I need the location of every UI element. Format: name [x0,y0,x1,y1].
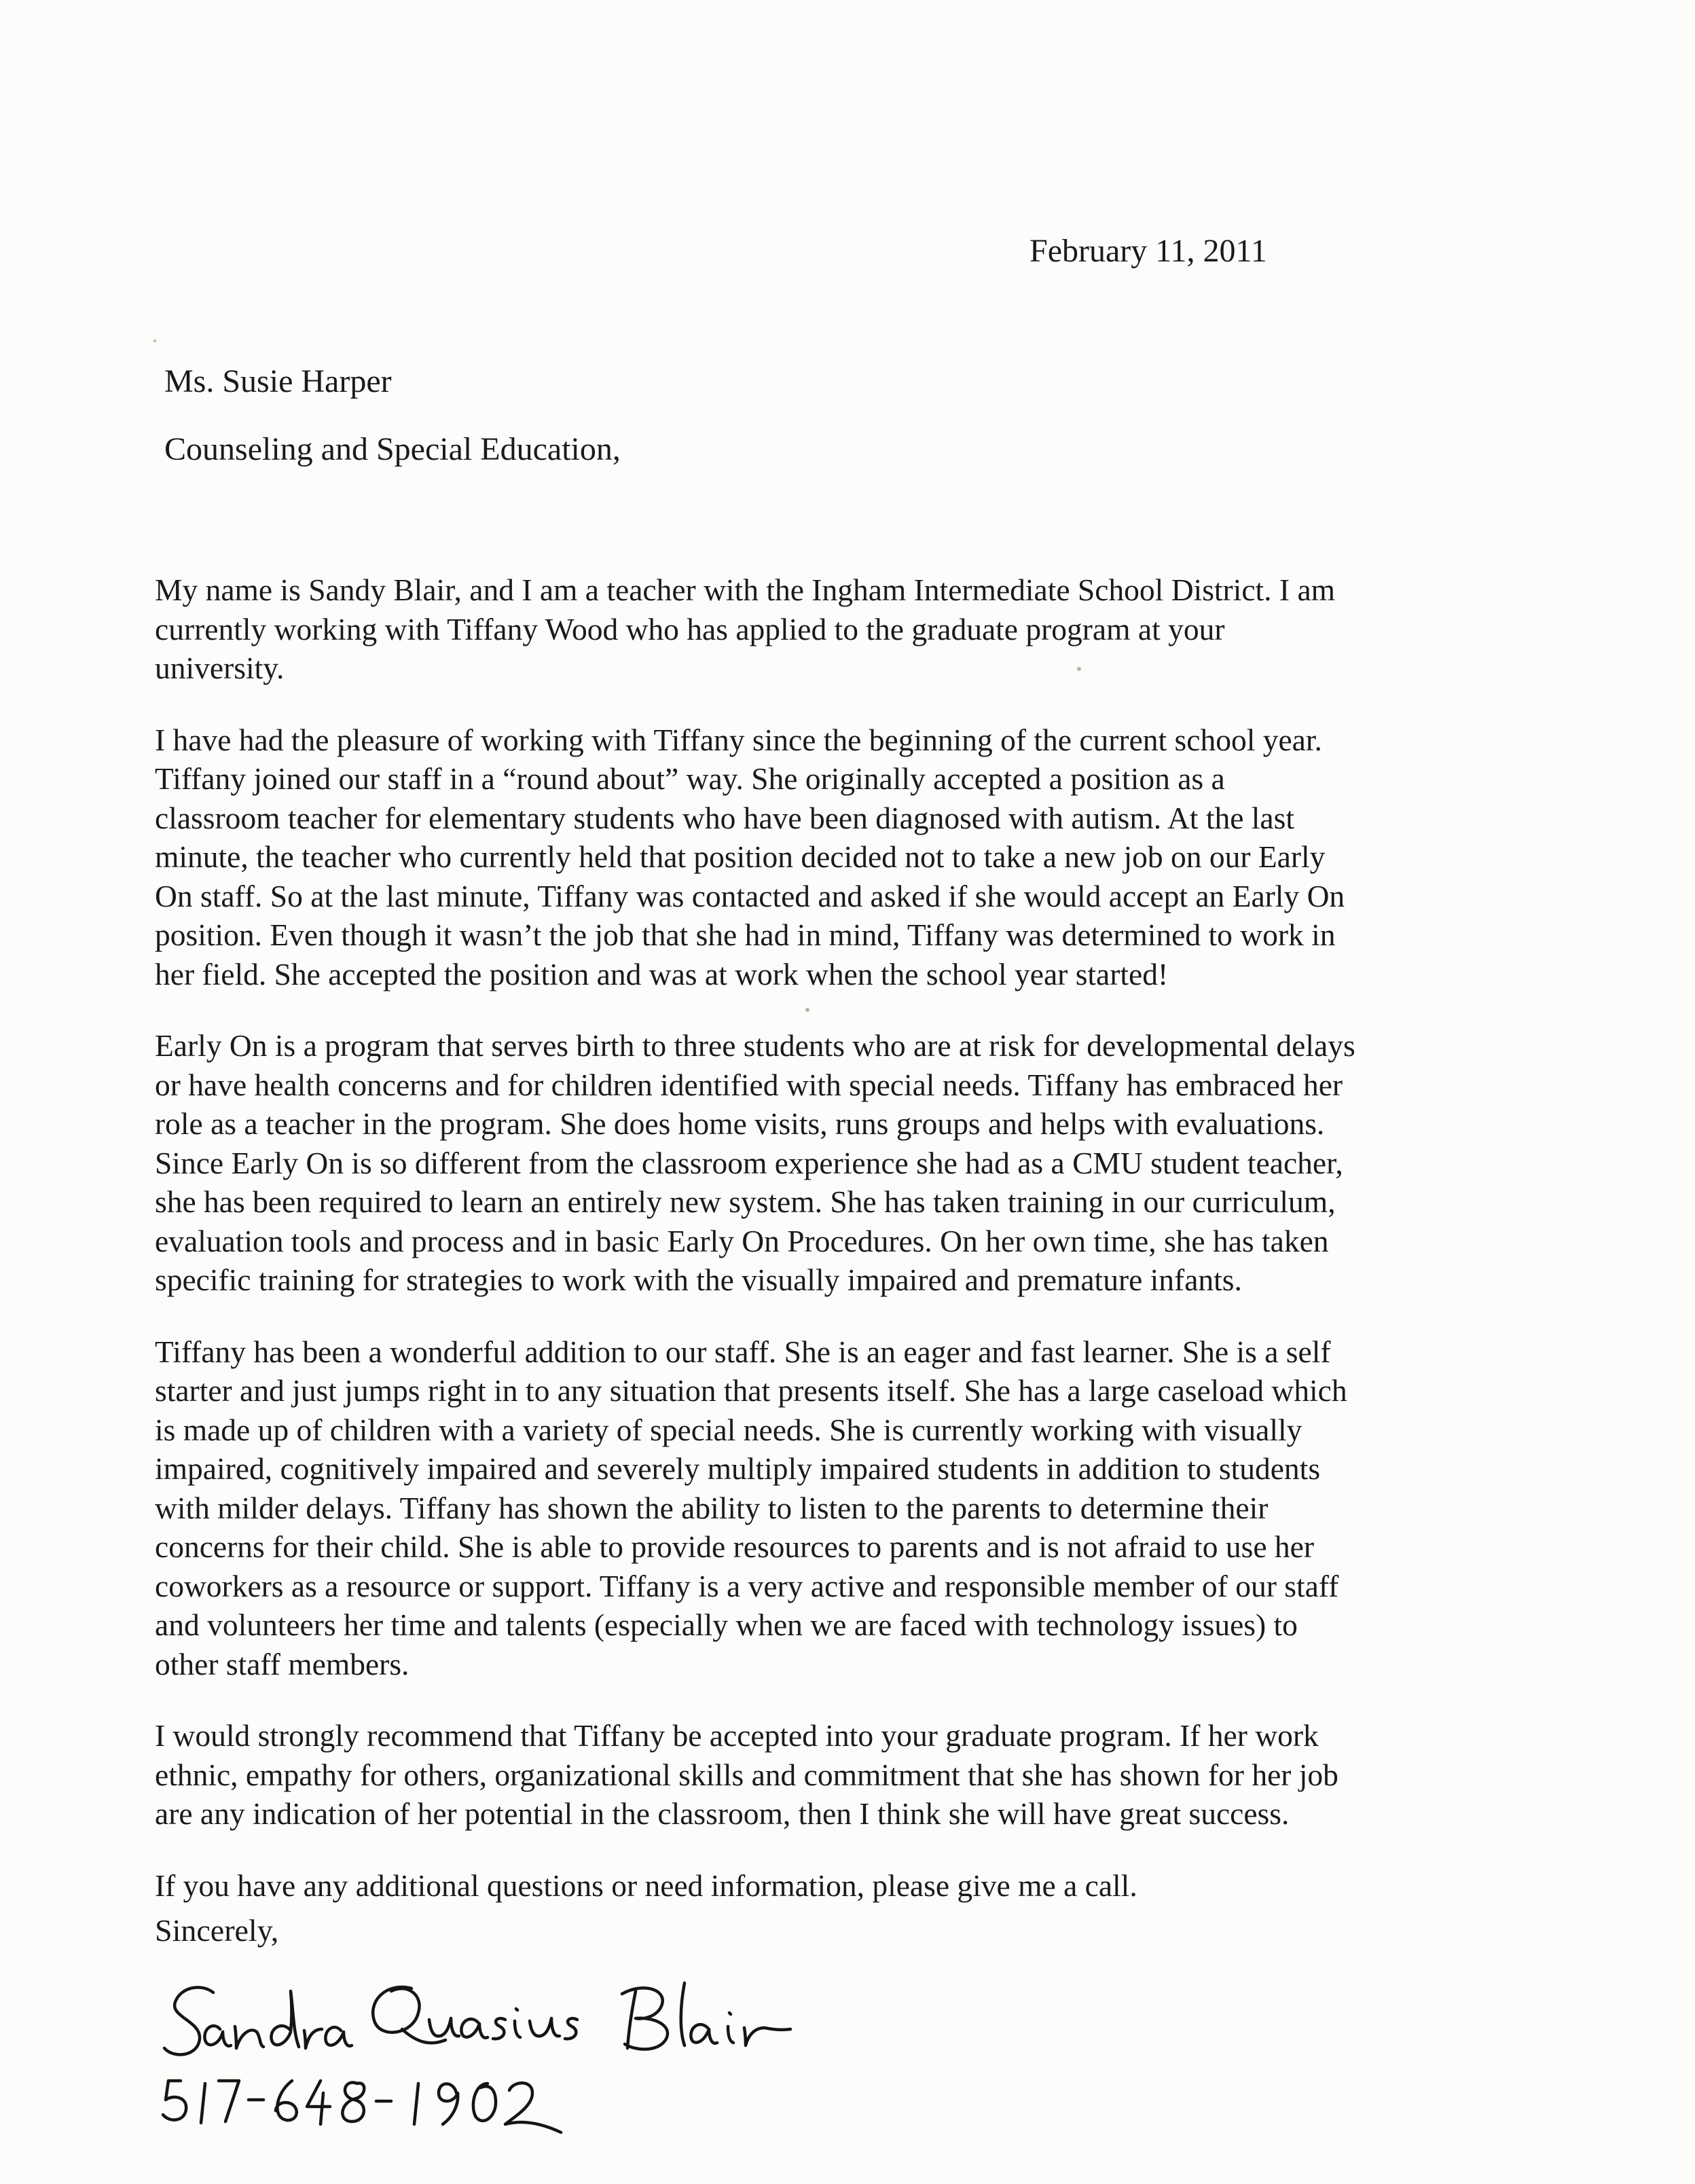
handwritten-signature [160,1964,880,2141]
text-line: are any indication of her potential in the classroom, then I think she will have great success. [155,1796,1290,1831]
text-line: university. [155,651,285,685]
paper-speck [805,1008,809,1012]
text-line: coworkers as a resource or support. Tiffany is a very active and responsible member of our staff [155,1568,1339,1603]
text-line: Since Early On is so different from the classroom experience she had as a CMU student teacher, [155,1145,1343,1180]
text-line: currently working with Tiffany Wood who has applied to the graduate program at your [155,611,1225,647]
closing-salutation: Sincerely, [155,1913,279,1948]
text-line: Tiffany joined our staff in a “round about” way. She originally accepted a position as a [155,761,1225,796]
text-line: If you have any additional questions or need information, please give me a call. [155,1868,1137,1903]
paragraph-background [155,721,1506,994]
text-line: classroom teacher for elementary students who have been diagnosed with autism. At the last [155,800,1294,835]
recipient-department: Counseling and Special Education, [164,431,621,467]
letter-body [155,570,1506,1937]
paper-speck [1077,667,1081,671]
paragraph-recommendation [155,1716,1506,1834]
signature-drawing [160,1964,880,2141]
text-line: I have had the pleasure of working with Tiffany since the beginning of the current school year. [155,722,1322,757]
text-line: is made up of children with a variety of special needs. She is currently working with visually [155,1412,1302,1447]
text-line: evaluation tools and process and in basic Early On Procedures. On her own time, she has taken [155,1223,1329,1258]
text-line: specific training for strategies to work with the visually impaired and premature infants. [155,1262,1242,1297]
paragraph-qualities [155,1332,1506,1684]
paragraph-program [155,1026,1506,1300]
text-line: role as a teacher in the program. She does home visits, runs groups and helps with evaluations. [155,1106,1325,1141]
recipient-name: Ms. Susie Harper [164,363,392,399]
text-line: position. Even though it wasn’t the job that she had in mind, Tiffany was determined to work in [155,917,1336,952]
text-line: I would strongly recommend that Tiffany be accepted into your graduate program. If her work [155,1718,1319,1753]
text-line: concerns for their child. She is able to provide resources to parents and is not afraid to use her [155,1529,1314,1564]
paper-speck [153,340,156,342]
text-line: minute, the teacher who currently held that position decided not to take a new job on our Early [155,839,1326,874]
text-line: or have health concerns and for children identified with special needs. Tiffany has embraced her [155,1067,1343,1102]
text-line: with milder delays. Tiffany has shown the ability to listen to the parents to determine their [155,1490,1269,1525]
text-line: My name is Sandy Blair, and I am a teacher with the Ingham Intermediate School District. I am [155,572,1336,607]
text-line: impaired, cognitively impaired and severely multiply impaired students in addition to students [155,1451,1321,1486]
text-line: she has been required to learn an entirely new system. She has taken training in our curriculum, [155,1184,1336,1219]
text-line: On staff. So at the last minute, Tiffany was contacted and asked if she would accept an Early On [155,878,1345,913]
text-line: Tiffany has been a wonderful addition to our staff. She is an eager and fast learner. She is a self [155,1334,1331,1369]
text-line: starter and just jumps right in to any situation that presents itself. She has a large caseload which [155,1373,1347,1408]
text-line: other staff members. [155,1646,409,1681]
text-line: Early On is a program that serves birth to three students who are at risk for developmental delays [155,1028,1355,1063]
text-line: and volunteers her time and talents (especially when we are faced with technology issues) to [155,1607,1298,1642]
paragraph-contact [155,1866,1506,1906]
text-line: ethnic, empathy for others, organizational skills and commitment that she has shown for her job [155,1757,1338,1792]
paragraph-introduction [155,570,1506,688]
text-line: her field. She accepted the position and was at work when the school year started! [155,956,1169,991]
letter-date: February 11, 2011 [1029,233,1267,269]
